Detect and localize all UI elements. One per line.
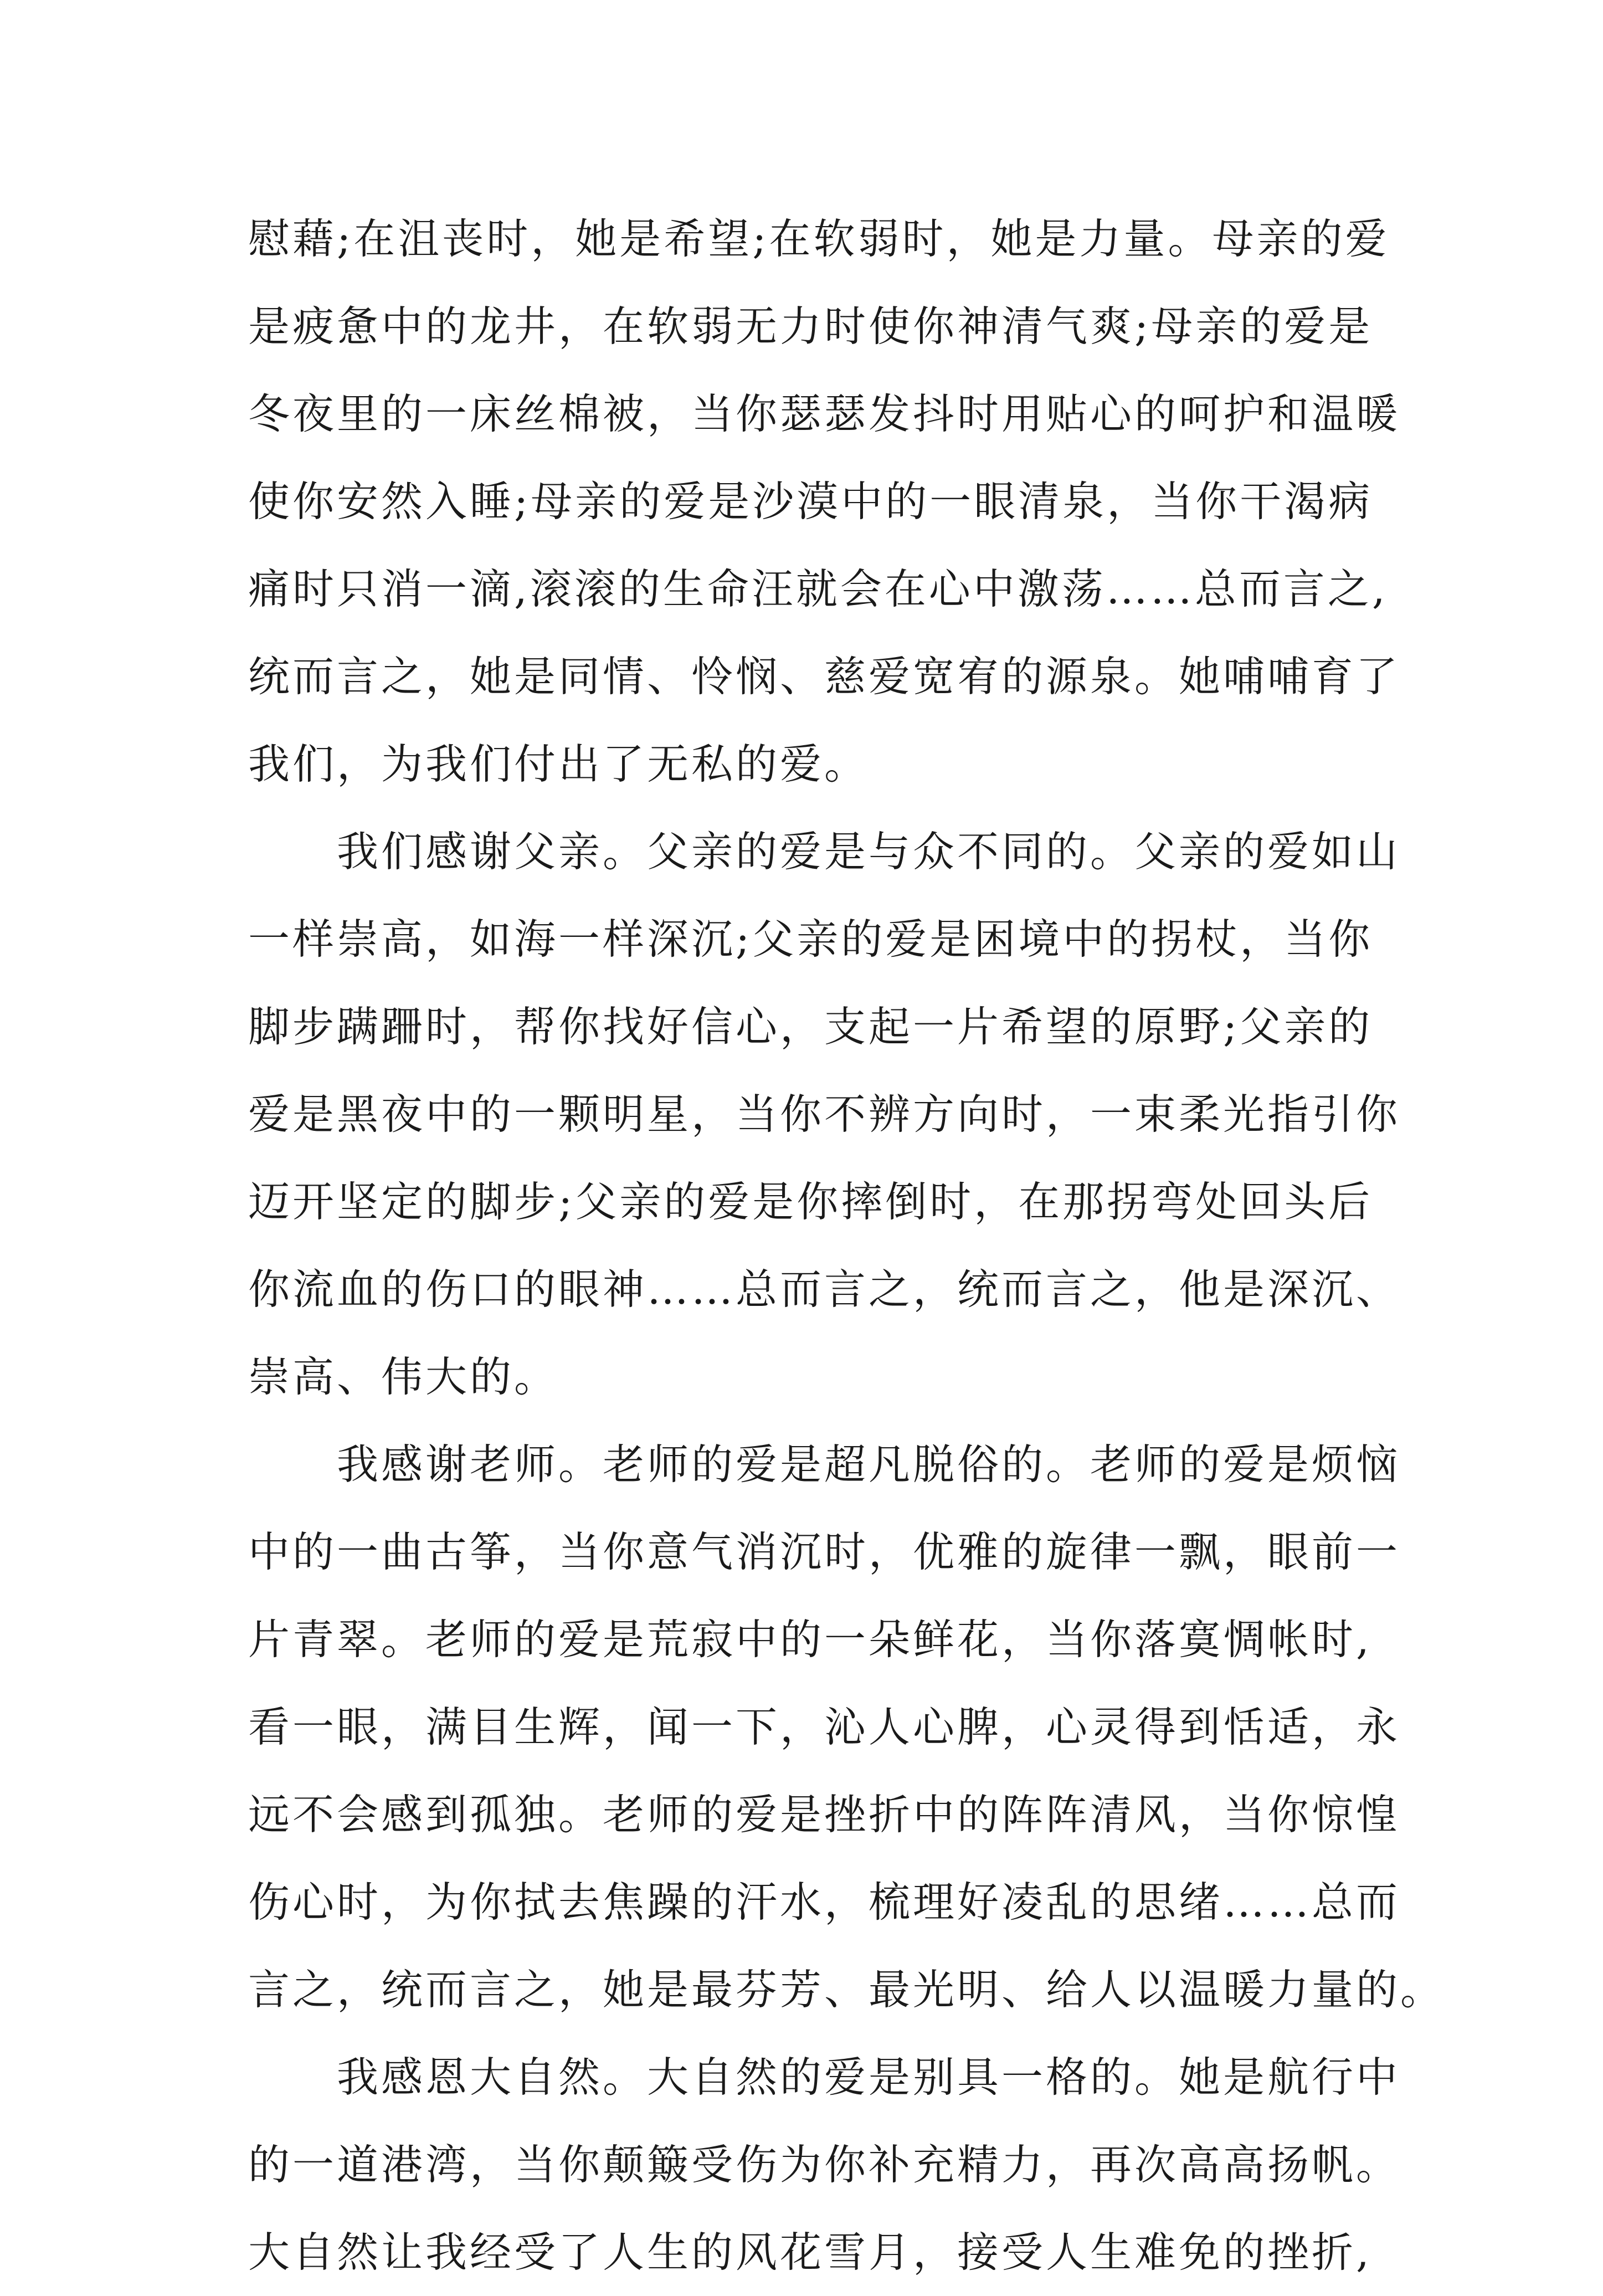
text-line: 一样崇高，如海一样深沉;父亲的爱是困境中的拐杖，当你 [248,915,1373,964]
paragraph-first-line: 我感恩大自然。大自然的爱是别具一格的。她是航行中 [337,2053,1401,2102]
text-line: 大自然让我经受了人生的风花雪月，接受人生难免的挫折, [248,2228,1372,2277]
essay-body [248,195,1445,2296]
text-line: 的一道港湾，当你颠簸受伤为你补充精力，再次高高扬帆。 [248,2140,1401,2189]
text-line: 使你安然入睡;母亲的爱是沙漠中的一眼清泉，当你干渴病 [248,477,1373,526]
text-line: 统而言之，她是同情、怜悯、慈爱宽宥的源泉。她哺哺育了 [248,652,1401,701]
text-line: 伤心时，为你拭去焦躁的汗水，梳理好凌乱的思绪……总而 [248,1878,1401,1926]
text-line: 片青翠。老师的爱是荒寂中的一朵鲜花，当你落寞惆帐时, [248,1615,1372,1664]
text-line: 慰藉;在沮丧时，她是希望;在软弱时，她是力量。母亲的爱 [248,214,1390,263]
text-line: 是疲惫中的龙井，在软弱无力时使你神清气爽;母亲的爱是 [248,302,1373,351]
text-line: 迈开坚定的脚步;父亲的爱是你摔倒时，在那拐弯处回头后 [248,1177,1373,1226]
paragraph-first-line: 我感谢老师。老师的爱是超凡脱俗的。老师的爱是烦恼 [337,1440,1401,1489]
text-line: 脚步蹒跚时，帮你找好信心，支起一片希望的原野;父亲的 [248,1002,1373,1051]
text-line: 痛时只消一滴,滚滚的生命汪就会在心中激荡……总而言之, [248,565,1388,613]
text-line: 我们，为我们付出了无私的爱。 [248,740,869,788]
text-line: 言之，统而言之，她是最芬芳、最光明、给人以温暖力量的。 [248,1965,1445,2014]
text-line: 中的一曲古筝，当你意气消沉时，优雅的旋律一飘，眼前一 [248,1528,1401,1576]
text-line: 你流血的伤口的眼神……总而言之，统而言之，他是深沉、 [248,1265,1401,1314]
paragraph-first-line: 我们感谢父亲。父亲的爱是与众不同的。父亲的爱如山 [337,827,1401,876]
text-line: 看一眼，满目生辉，闻一下，沁人心脾，心灵得到恬适，永 [248,1703,1401,1751]
text-line: 远不会感到孤独。老师的爱是挫折中的阵阵清风，当你惊惶 [248,1790,1401,1839]
text-line: 冬夜里的一床丝棉被，当你瑟瑟发抖时用贴心的呵护和温暖 [248,390,1401,438]
text-line: 崇高、伟大的。 [248,1352,559,1401]
text-line: 爱是黑夜中的一颗明星，当你不辨方向时，一束柔光指引你 [248,1090,1401,1139]
